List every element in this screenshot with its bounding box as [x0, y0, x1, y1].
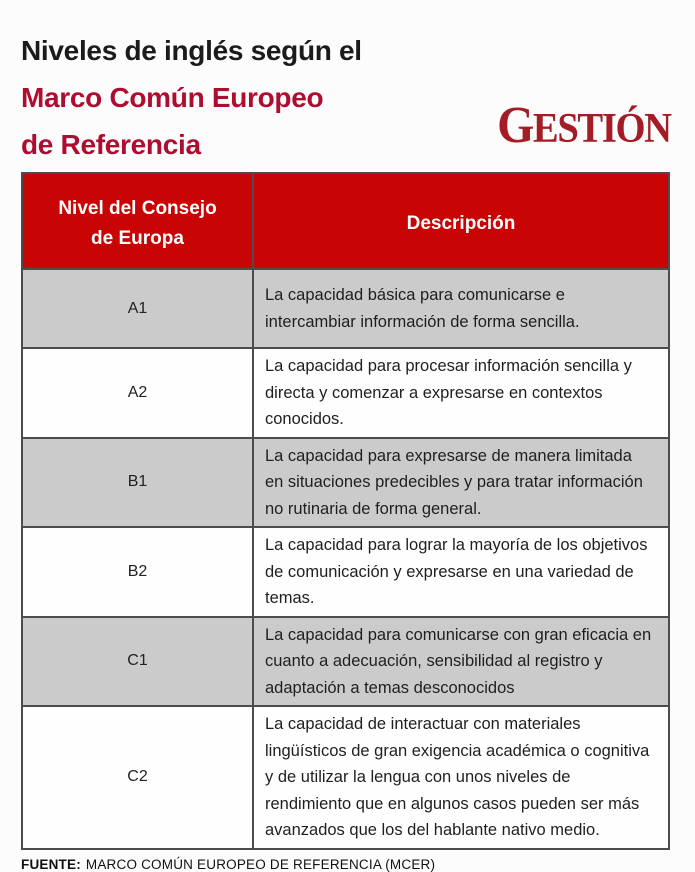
table-header-row	[22, 173, 669, 269]
description-cell: La capacidad para lograr la mayoría de los objetivos de comunicación y expresarse en una variedad de temas.	[253, 527, 669, 617]
page-title-line-3: de Referencia	[21, 129, 201, 160]
level-cell: A1	[22, 269, 253, 348]
table-row-a1	[22, 269, 669, 348]
page-title-line-1: Niveles de inglés según el	[21, 35, 362, 66]
source-label: FUENTE:	[21, 856, 81, 872]
description-cell: La capacidad básica para comunicarse e intercambiar información de forma sencilla.	[253, 269, 669, 348]
source-text: MARCO COMÚN EUROPEO DE REFERENCIA (MCER)	[85, 856, 436, 872]
description-cell: La capacidad para expresarse de manera limitada en situaciones predecibles y para tratar información no rutinaria de forma general.	[253, 438, 669, 528]
table-row-b2	[22, 527, 669, 617]
description-cell: La capacidad para procesar información sencilla y directa y comenzar a expresarse en contextos conocidos.	[253, 348, 669, 438]
table-row-c2	[22, 706, 669, 849]
page-title-line-2: Marco Común Europeo	[21, 82, 324, 113]
description-cell: La capacidad para comunicarse con gran eficacia en cuanto a adecuación, sensibilidad al registro y adaptación a temas desconocidos	[253, 617, 669, 707]
table-row-b1	[22, 438, 669, 528]
level-cell: B2	[22, 527, 253, 617]
level-cell: C2	[22, 706, 253, 849]
table-row-a2	[22, 348, 669, 438]
level-cell: A2	[22, 348, 253, 438]
header	[0, 0, 695, 172]
source-note	[21, 857, 695, 872]
gestion-logo: GESTIÓN	[497, 97, 671, 154]
level-cell: B1	[22, 438, 253, 528]
table-row-c1	[22, 617, 669, 707]
level-cell: C1	[22, 617, 253, 707]
column-header-nivel: Nivel del Consejo de Europa	[22, 173, 253, 269]
cefr-levels-table	[21, 172, 670, 850]
column-header-descripcion: Descripción	[253, 173, 669, 269]
description-cell: La capacidad de interactuar con materiales lingüísticos de gran exigencia académica o cognitiva y de utilizar la lengua con unos niveles de rendimiento que en algunos casos pueden ser más avanzados que los del hablante nativo medio.	[253, 706, 669, 849]
